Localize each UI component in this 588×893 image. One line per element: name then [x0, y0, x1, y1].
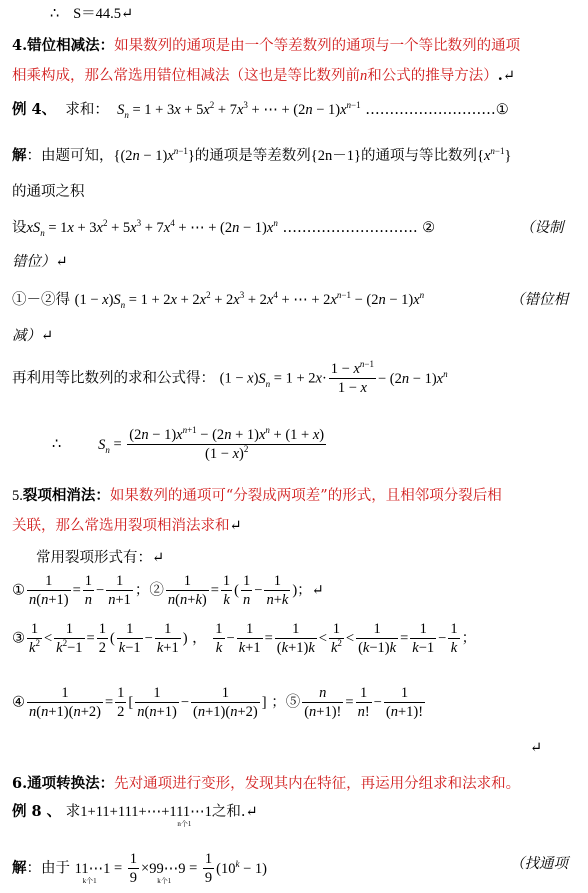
example-label: 例 8 、	[12, 803, 62, 820]
section-title: 错位相减法	[27, 37, 100, 54]
section-title: 通项转换法	[27, 775, 100, 792]
fraction: $\frac{1 - x^{n-1}}{1 - x}$	[330, 359, 374, 397]
section-description: 如果数列的通项是由一个等差数列的通项与一个等比数列的通项	[114, 38, 521, 54]
example-4: 例 4、 求和： $S_n = 1 + 3x + 5x^2 + 7x^3$ + ⋯ + $(2n - 1)x^{n-1}$ ………………………①	[12, 100, 509, 120]
solution-label: 解	[12, 147, 27, 164]
paragraph-mark: ↵	[530, 740, 543, 756]
reuse-geometric-formula: 再利用等比数列的求和公式得： $(1 - x)S_n = 1 + 2x\cdot$ $\frac{1 - x^{n-1}}{1 - x}$ − $(2n - 1)x^n$	[12, 359, 448, 397]
therefore-symbol: ∴	[50, 6, 60, 22]
split-item-1-2: ① $\frac{1}{n(n+1)}$ = $\frac{1}{n}$ − $\frac{1}{n+1}$ ；② $\frac{1}{n(n+k)}$ = $\frac{1}{k}$ ( $\frac{1}{n}$ − $\frac{1}{n+k}$ )；↵	[12, 573, 324, 609]
sum-formula: $S_n$	[113, 102, 129, 120]
split-item-4-5: ④ $\frac{1}{n(n+1)(n+2)}$ = $\frac{1}{2}$ [ $\frac{1}{n(n+1)}$ − $\frac{1}{(n+1)(n+2)}$ ] ；⑤ $\frac{n}{(n+1)!}$ = $\frac{1}{n!}$ − $\frac{1}{(n+1)!}$	[12, 685, 424, 721]
subtract-note-line2: 减）↵	[12, 328, 54, 344]
section-5-description-line2: 关联，那么常选用裂项相消法求和↵	[12, 518, 242, 534]
solution-4-line2: 的通项之积	[12, 184, 85, 200]
common-forms-heading: 常用裂项形式有：↵	[36, 550, 165, 566]
section-number: 5.	[12, 488, 23, 504]
section-title: 裂项相消法	[22, 487, 96, 504]
split-item-3: ③ $\frac{1}{k^2}$ < $\frac{1}{k^2-1}$ = $\frac{1}{2}$ ( $\frac{1}{k-1}$ − $\frac{1}{k+1}$ ) ， $\frac{1}{k}$ − $\frac{1}{k+1}$ = $\frac{1}{(k+1)k}$ < $\frac{1}{k^2}$ < $\frac{1}{(k-1)k}$ = $\frac{1}{k-1}$ − $\frac{1}{k}$ ；	[12, 621, 477, 657]
section-5-heading: 5.裂项相消法：如果数列的通项可“分裂成两项差”的形式，且相邻项分裂后相	[12, 487, 502, 504]
solution-4-line1: 解：由题可知，$\{(2n - 1)x^{n-1}\}$的通项是等差数列{2n－1}的通项与等比数列$\{x^{n-1}\}$	[12, 146, 512, 164]
section-number: 4.	[12, 37, 28, 54]
set-equation: 设$xS_n = 1x + 3x^2 + 5x^3 + 7x^4$ + ⋯ + $(2n - 1)x^n$ ………………………. ②	[12, 218, 436, 238]
example-label: 例 4、	[12, 101, 57, 118]
line-s-value: ∴ S＝44.5↵	[50, 6, 134, 22]
section-number: 6.	[12, 775, 28, 792]
s-value: S＝44.5	[73, 6, 122, 22]
therefore-symbol: ∴	[52, 436, 62, 453]
section-4-heading: 4.错位相减法：如果数列的通项是由一个等差数列的通项与一个等比数列的通项	[12, 37, 521, 54]
subtract-note: （错位相	[510, 292, 568, 308]
section-description: 先对通项进行变形，发现其内在特征，再运用分组求和法求和。	[114, 776, 521, 792]
find-general-term-note: （找通项	[510, 856, 568, 872]
set-note: （设制	[520, 220, 564, 236]
section-6-heading: 6.通项转换法：先对通项进行变形，发现其内在特征，再运用分组求和法求和。	[12, 775, 521, 792]
example-8: 例 8 、 求1+11+111+⋯+111⋯1 n个1 之和.↵	[12, 803, 258, 828]
solution-8: 解：由于 11⋯1 k个1 = $\frac{1}{9}$ ×99⋯9 k个1 = $\frac{1}{9}$ $(10^k - 1)$	[12, 851, 267, 887]
final-sn-formula: ∴ $S_n$ = $\frac{(2n - 1)x^{n+1} - (2n + 1)x^n + (1 + x)}{(1 - x)^2}$	[52, 425, 325, 463]
subtract-equation: ①－②得 $(1 - x)S_n = 1 + 2x + 2x^2 + 2x^3 + 2x^4$ + ⋯ + $2x^{n-1} - (2n - 1)x^n$	[12, 290, 425, 310]
section-description: 如果数列的通项可“分裂成两项差”的形式，且相邻项分裂后相	[109, 488, 502, 504]
set-note-line2: 错位）↵	[12, 254, 68, 270]
section-4-description-line2: 相乘构成，那么常选用错位相减法（这也是等比数列前n和公式的推导方法）.↵	[12, 67, 515, 84]
fraction: $\frac{(2n - 1)x^{n+1} - (2n + 1)x^n + (1 + x)}{(1 - x)^2}$	[129, 425, 325, 463]
solution-label: 解	[12, 859, 27, 877]
